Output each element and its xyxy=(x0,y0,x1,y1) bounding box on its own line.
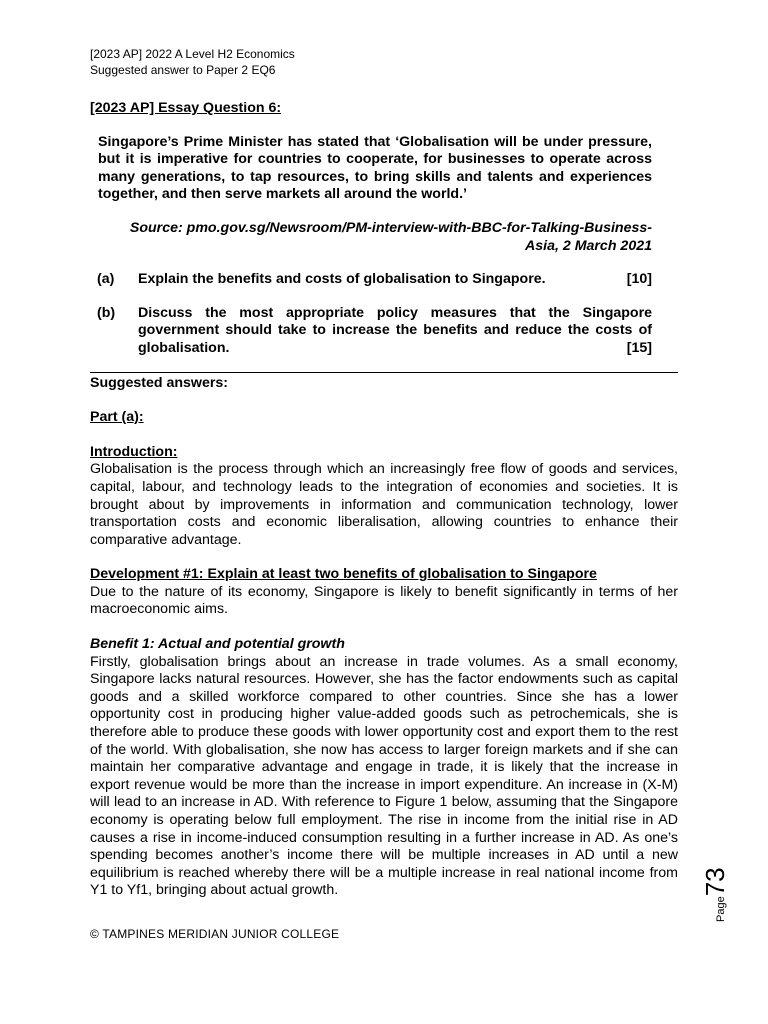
part-b-label: (b) xyxy=(97,304,116,321)
benefit-1-heading: Benefit 1: Actual and potential growth xyxy=(90,636,345,653)
header-line-2: Suggested answer to Paper 2 EQ6 xyxy=(90,63,276,77)
question-title: [2023 AP] Essay Question 6: xyxy=(90,100,282,116)
header-line-1: [2023 AP] 2022 A Level H2 Economics xyxy=(90,47,295,61)
page-number-value: 73 xyxy=(700,867,730,897)
part-a-heading: Part (a): xyxy=(90,409,144,426)
page-footer: © TAMPINES MERIDIAN JUNIOR COLLEGE xyxy=(90,927,340,941)
part-a-marks: [10] xyxy=(626,271,652,288)
quote-source xyxy=(90,220,652,255)
source-line-1: Source: pmo.gov.sg/Newsroom/PM-interview-with-BBC-for-Talking-Business- xyxy=(129,219,652,236)
part-a-label: (a) xyxy=(97,271,115,288)
document-body xyxy=(90,100,678,900)
section-divider xyxy=(90,372,678,373)
introduction-heading: Introduction: xyxy=(90,443,178,460)
question-quote: Singapore’s Prime Minister has stated that ‘Globalisation will be under pressure, but it is imperative for countries to cooperate, for businesses to operate across many generations, to tap resources, to bring skills and talents and experiences together, and then serve markets all around the world.’ xyxy=(98,133,652,203)
source-line-2: Asia, 2 March 2021 xyxy=(525,237,652,254)
question-part-b xyxy=(90,305,678,358)
part-a-text: Explain the benefits and costs of globalisation to Singapore. xyxy=(138,271,546,288)
answers-heading: Suggested answers: xyxy=(90,374,228,391)
page-header xyxy=(90,46,295,78)
page-number xyxy=(700,862,750,922)
part-b-marks: [15] xyxy=(626,339,652,356)
page-number-rotated xyxy=(700,867,731,922)
question-part-a xyxy=(90,271,678,289)
part-b-text-wrap xyxy=(138,305,652,358)
benefit-1-text: Firstly, globalisation brings about an increase in trade volumes. As a small economy, Singapore lacks natural resources. However, she has the factor endowments such as capital goods and a skilled workforce compared to other countries. Since she has a lower opportunity cost in producing higher value-added goods such as petrochemicals, she is therefore able to produce these goods with lower opportunity cost and export them to the rest of the world. With globalisation, she now has access to larger foreign markets and if she can maintain her comparative advantage and engage in trade, it is likely that the increase in export revenue would be more than the increase in import expenditure. An increase in (X-M) will lead to an increase in AD. With reference to Figure 1 below, assuming that the Singapore economy is operating below full employment. The rise in income from the initial rise in AD causes a rise in income-induced consumption resulting in a further increase in AD. As one’s spending becomes another’s income there will be multiple increases in AD until a new equilibrium is reached whereby there will be a multiple increase in real national income from Y1 to Yf1, bringing about actual growth. xyxy=(90,653,678,899)
development-1-text: Due to the nature of its economy, Singapore is likely to benefit significantly in terms of her macroeconomic aims. xyxy=(90,583,678,618)
development-1-heading: Development #1: Explain at least two benefits of globalisation to Singapore xyxy=(90,566,597,583)
page-word: Page xyxy=(715,896,727,922)
introduction-text: Globalisation is the process through which an increasingly free flow of goods and services, capital, labour, and technology leads to the integration of economies and societies. It is brought about by improvements in information and communication technology, lower transportation costs and economic liberalisation, allowing countries to enhance their comparative advantage. xyxy=(90,461,678,548)
part-b-text: Discuss the most appropriate policy measures that the Singapore government should take to increase the benefits and reduce the costs of globalisation. xyxy=(138,304,652,356)
part-a-text-wrap xyxy=(138,271,652,289)
